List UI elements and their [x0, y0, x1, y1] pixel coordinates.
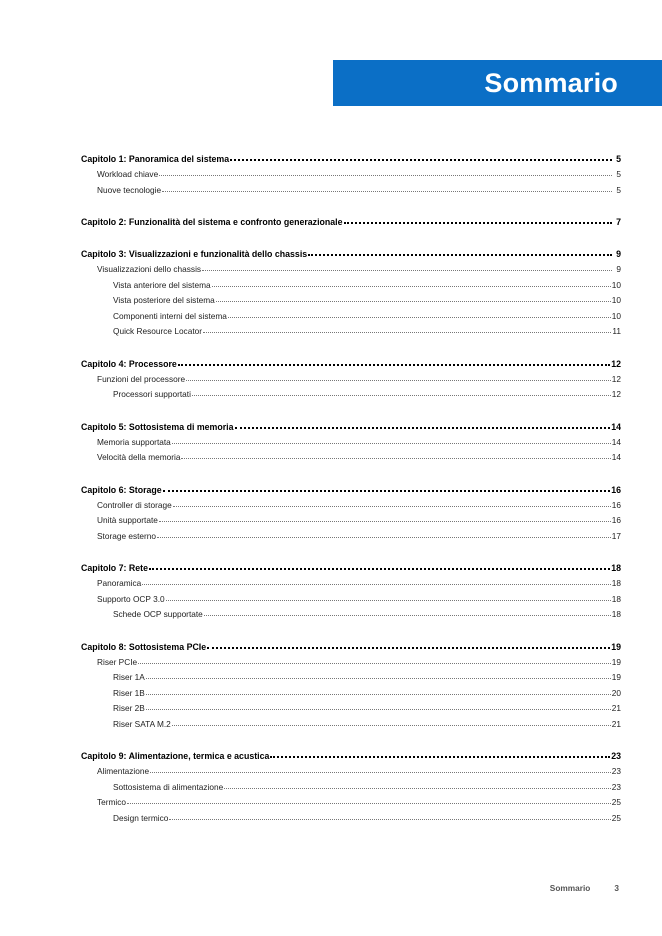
- toc-entry-page: 16: [611, 499, 621, 510]
- toc-entry-page: 18: [611, 563, 621, 573]
- toc-entry-page: 16: [611, 515, 621, 525]
- toc-dot-leader: [157, 537, 611, 538]
- toc-dot-leader: [178, 364, 610, 366]
- toc-section-entry[interactable]: [81, 513, 621, 529]
- toc-section-entry[interactable]: [81, 324, 621, 340]
- toc-entry-label: Riser 1A: [113, 672, 145, 682]
- toc-section-entry[interactable]: [81, 262, 621, 278]
- toc-section-entry[interactable]: [81, 670, 621, 686]
- toc-dot-leader: [146, 678, 611, 679]
- toc-dot-leader: [163, 490, 611, 492]
- toc-entry-page: 9: [616, 249, 621, 259]
- footer-section-label: Sommario: [549, 883, 591, 893]
- toc-entry-label: Storage esterno: [97, 530, 157, 541]
- toc-entry-page: 19: [611, 672, 621, 682]
- toc-dot-leader: [235, 427, 611, 429]
- toc-section-entry[interactable]: [81, 372, 621, 388]
- toc-entry-page: 7: [616, 217, 621, 227]
- toc-chapter-entry[interactable]: [81, 419, 621, 435]
- toc-entry-page: 5: [616, 169, 621, 179]
- toc-dot-leader: [172, 725, 611, 726]
- toc-entry-page: 19: [611, 656, 621, 667]
- title-banner: [333, 60, 662, 106]
- toc-dot-leader: [186, 380, 611, 381]
- toc-chapter-entry[interactable]: [81, 748, 621, 764]
- toc-entry-label: Capitolo 5: Sottosistema di memoria: [81, 421, 234, 432]
- toc-chapter-entry[interactable]: [81, 214, 621, 230]
- toc-entry-label: Riser PCIe: [97, 656, 138, 667]
- toc-entry-page: 14: [611, 452, 621, 462]
- toc-section-entry[interactable]: [81, 450, 621, 466]
- toc-entry-label: Capitolo 3: Visualizzazioni e funzionalità dello chassis: [81, 249, 308, 259]
- toc-dot-leader: [159, 175, 612, 176]
- toc-dot-leader: [192, 395, 611, 396]
- toc-entry-page: 23: [611, 751, 621, 761]
- toc-dot-leader: [146, 694, 611, 695]
- toc-entry-label: Capitolo 9: Alimentazione, termica e acustica: [81, 751, 270, 761]
- toc-section-entry[interactable]: [81, 293, 621, 309]
- toc-section-entry[interactable]: [81, 607, 621, 623]
- toc-dot-leader: [159, 521, 611, 522]
- toc-section-entry[interactable]: [81, 655, 621, 671]
- toc-dot-leader: [173, 506, 611, 507]
- toc-chapter-entry[interactable]: [81, 356, 621, 372]
- toc-entry-page: 21: [611, 718, 621, 729]
- toc-entry-label: Visualizzazioni dello chassis: [97, 264, 202, 274]
- toc-entry-label: Capitolo 7: Rete: [81, 563, 148, 573]
- toc-dot-leader: [204, 615, 611, 616]
- toc-chapter-entry[interactable]: [81, 246, 621, 262]
- toc-section-entry[interactable]: [81, 811, 621, 827]
- toc-entry-label: Nuove tecnologie: [97, 184, 162, 195]
- toc-entry-label: Quick Resource Locator: [113, 326, 203, 336]
- toc-entry-page: 18: [611, 609, 621, 619]
- footer-page-number: 3: [614, 883, 619, 893]
- toc-entry-label: Capitolo 1: Panoramica del sistema: [81, 154, 230, 164]
- toc-section-entry[interactable]: [81, 278, 621, 294]
- toc-chapter-entry[interactable]: [81, 639, 621, 655]
- toc-entry-page: 10: [611, 295, 621, 305]
- toc-dot-leader: [169, 819, 610, 820]
- toc-dot-leader: [202, 270, 612, 271]
- toc-entry-page: 25: [611, 812, 621, 823]
- toc-section-entry[interactable]: [81, 717, 621, 733]
- toc-entry-page: 11: [612, 326, 621, 336]
- toc-dot-leader: [270, 756, 610, 758]
- toc-entry-page: 16: [611, 484, 621, 495]
- toc-entry-page: 12: [611, 373, 621, 384]
- toc-section-entry[interactable]: [81, 764, 621, 780]
- toc-chapter-entry[interactable]: [81, 560, 621, 576]
- toc-dot-leader: [127, 803, 611, 804]
- toc-entry-label: Velocità della memoria: [97, 452, 181, 462]
- toc-entry-page: 5: [616, 154, 621, 164]
- toc-entry-label: Capitolo 6: Storage: [81, 484, 162, 495]
- toc-entry-page: 14: [611, 421, 621, 432]
- toc-dot-leader: [203, 332, 611, 333]
- toc-section-entry[interactable]: [81, 435, 621, 451]
- toc-entry-label: Vista posteriore del sistema: [113, 295, 215, 305]
- toc-dot-leader: [138, 663, 611, 664]
- table-of-contents: [81, 151, 621, 826]
- toc-entry-label: Supporto OCP 3.0: [97, 593, 165, 604]
- toc-entry-label: Termico: [97, 797, 127, 807]
- toc-entry-page: 9: [616, 264, 621, 274]
- toc-entry-page: 18: [611, 578, 621, 588]
- page-title: Sommario: [484, 67, 618, 98]
- toc-entry-label: Riser 1B: [113, 687, 145, 698]
- toc-entry-page: 23: [611, 781, 621, 792]
- toc-entry-page: 20: [611, 687, 621, 698]
- toc-entry-label: Componenti interni del sistema: [113, 310, 227, 321]
- toc-entry-page: 5: [616, 184, 621, 195]
- toc-section-entry[interactable]: [81, 498, 621, 514]
- toc-entry-page: 19: [611, 641, 621, 652]
- toc-entry-page: 18: [611, 593, 621, 604]
- toc-dot-leader: [146, 709, 611, 710]
- toc-entry-label: Vista anteriore del sistema: [113, 279, 211, 290]
- toc-entry-label: Controller di storage: [97, 499, 172, 510]
- toc-entry-label: Schede OCP supportate: [113, 609, 203, 619]
- toc-entry-page: 23: [611, 766, 621, 776]
- toc-entry-page: 25: [611, 797, 621, 807]
- toc-section-entry[interactable]: [81, 576, 621, 592]
- toc-entry-label: Processori supportati: [113, 389, 191, 399]
- toc-section-entry[interactable]: [81, 387, 621, 403]
- toc-dot-leader: [308, 254, 612, 256]
- toc-dot-leader: [166, 600, 611, 601]
- toc-entry-label: Riser SATA M.2: [113, 718, 171, 729]
- toc-entry-label: Alimentazione: [97, 766, 150, 776]
- toc-dot-leader: [142, 584, 610, 585]
- toc-section-entry[interactable]: [81, 183, 621, 199]
- toc-entry-page: 17: [611, 530, 621, 541]
- toc-section-entry[interactable]: [81, 701, 621, 717]
- toc-dot-leader: [230, 159, 612, 161]
- toc-entry-page: 21: [611, 703, 621, 713]
- toc-dot-leader: [150, 772, 611, 773]
- toc-entry-label: Design termico: [113, 812, 169, 823]
- toc-entry-page: 12: [611, 358, 621, 369]
- toc-entry-page: 14: [611, 436, 621, 447]
- toc-entry-label: Funzioni del processore: [97, 373, 186, 384]
- toc-section-entry[interactable]: [81, 529, 621, 545]
- toc-dot-leader: [207, 647, 610, 649]
- toc-entry-label: Workload chiave: [97, 169, 159, 179]
- toc-dot-leader: [162, 191, 612, 192]
- toc-dot-leader: [181, 458, 610, 459]
- toc-entry-label: Capitolo 8: Sottosistema PCIe: [81, 641, 207, 652]
- toc-dot-leader: [344, 222, 612, 224]
- toc-dot-leader: [149, 568, 610, 570]
- toc-entry-label: Panoramica: [97, 578, 142, 588]
- toc-entry-label: Memoria supportata: [97, 436, 171, 447]
- toc-dot-leader: [172, 443, 611, 444]
- toc-section-entry[interactable]: [81, 795, 621, 811]
- toc-entry-label: Riser 2B: [113, 703, 145, 713]
- toc-dot-leader: [228, 317, 611, 318]
- toc-dot-leader: [212, 286, 611, 287]
- toc-dot-leader: [216, 301, 611, 302]
- toc-entry-page: 12: [611, 389, 621, 399]
- toc-entry-label: Capitolo 2: Funzionalità del sistema e confronto generazionale: [81, 217, 343, 227]
- toc-chapter-entry[interactable]: [81, 151, 621, 167]
- toc-section-entry[interactable]: [81, 780, 621, 796]
- toc-entry-label: Unità supportate: [97, 515, 158, 525]
- toc-section-entry[interactable]: [81, 167, 621, 183]
- toc-chapter-entry[interactable]: [81, 482, 621, 498]
- toc-entry-label: Capitolo 4: Processore: [81, 358, 177, 369]
- page-footer: [550, 883, 619, 893]
- toc-section-entry[interactable]: [81, 592, 621, 608]
- toc-section-entry[interactable]: [81, 309, 621, 325]
- toc-entry-page: 10: [611, 310, 621, 321]
- toc-dot-leader: [224, 788, 611, 789]
- toc-entry-page: 10: [611, 279, 621, 290]
- toc-section-entry[interactable]: [81, 686, 621, 702]
- toc-entry-label: Sottosistema di alimentazione: [113, 781, 224, 792]
